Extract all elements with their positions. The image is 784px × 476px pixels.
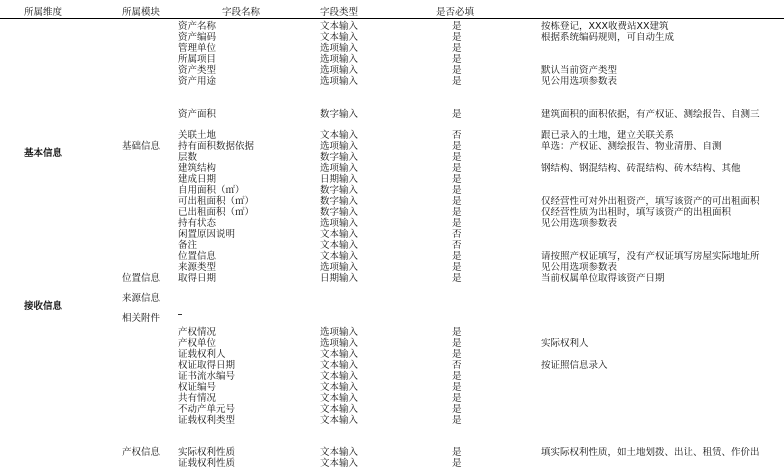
- field-name: 关联土地: [178, 130, 217, 141]
- field-name: 产权单位: [178, 338, 217, 349]
- field-name: 层数: [178, 152, 198, 163]
- field-name: 位置信息: [178, 251, 217, 262]
- field-name: 已出租面积（㎡）: [178, 207, 255, 218]
- field-name: 资产用途: [178, 76, 217, 87]
- required-flag: 是: [452, 382, 462, 393]
- required-flag: 是: [452, 32, 462, 43]
- field-note: 仅经营性质为出租时，填写该资产的出租面积: [541, 207, 732, 218]
- field-note: 按证照信息录入: [541, 360, 608, 371]
- header-module: 所属模块: [122, 7, 161, 18]
- header-field-type: 字段类型: [320, 7, 359, 18]
- field-type: 文本输入: [320, 447, 359, 458]
- field-name: 实际权利性质: [178, 447, 236, 458]
- field-name: 证载权利人: [178, 349, 226, 360]
- field-type: 文本输入: [320, 458, 359, 469]
- field-note: 跟已录入的土地，建立关联关系: [541, 130, 675, 141]
- field-type: 选项输入: [320, 43, 359, 54]
- field-name: 共有情况: [178, 393, 217, 404]
- field-name: 自用面积（㎡）: [178, 185, 245, 196]
- required-flag: 是: [452, 273, 462, 284]
- field-name: 取得日期: [178, 273, 217, 284]
- field-type: 文本输入: [320, 21, 359, 32]
- field-type: 选项输入: [320, 327, 359, 338]
- field-type: 文本输入: [320, 415, 359, 426]
- required-flag: 否: [452, 240, 462, 251]
- field-type: 数字输入: [320, 185, 359, 196]
- required-flag: 是: [452, 163, 462, 174]
- field-note: 根据系统编码规则，可自动生成: [541, 32, 675, 43]
- field-name: 建成日期: [178, 174, 217, 185]
- field-type: 选项输入: [320, 163, 359, 174]
- field-name: 可出租面积（㎡）: [178, 196, 255, 207]
- required-flag: 是: [452, 65, 462, 76]
- table-header: [0, 0, 784, 19]
- field-note: 单选：产权证、测绘报告、物业清册、自测: [541, 141, 722, 152]
- field-type: 文本输入: [320, 393, 359, 404]
- required-flag: 是: [452, 76, 462, 87]
- module-label: 产权信息: [122, 447, 161, 458]
- required-flag: 是: [452, 185, 462, 196]
- field-name: 权证取得日期: [178, 360, 236, 371]
- required-flag: 是: [452, 393, 462, 404]
- field-note: 实际权利人: [541, 338, 589, 349]
- required-flag: 否: [452, 130, 462, 141]
- required-flag: 是: [452, 338, 462, 349]
- required-flag: 是: [452, 404, 462, 415]
- header-required: 是否必填: [436, 7, 475, 18]
- required-flag: 是: [452, 458, 462, 469]
- field-name: 资产编码: [178, 32, 217, 43]
- field-type: 文本输入: [320, 360, 359, 371]
- field-name: 证载权利性质: [178, 458, 236, 469]
- field-type: 选项输入: [320, 338, 359, 349]
- header-divider: [0, 18, 784, 19]
- attachment-placeholder-dash: [178, 314, 182, 315]
- required-flag: 是: [452, 43, 462, 54]
- field-type: 选项输入: [320, 218, 359, 229]
- required-flag: 是: [452, 262, 462, 273]
- field-name: 资产名称: [178, 21, 217, 32]
- field-name: 持有面积数据依据: [178, 141, 255, 152]
- module-label: 位置信息: [122, 273, 161, 284]
- required-flag: 是: [452, 196, 462, 207]
- field-type: 文本输入: [320, 130, 359, 141]
- dimension-label: 基本信息: [24, 148, 63, 159]
- required-flag: 是: [452, 109, 462, 120]
- field-name: 权证编号: [178, 382, 217, 393]
- field-type: 数字输入: [320, 152, 359, 163]
- required-flag: 否: [452, 229, 462, 240]
- field-name: 资产面积: [178, 109, 217, 120]
- required-flag: 是: [452, 327, 462, 338]
- field-name: 建筑结构: [178, 163, 217, 174]
- required-flag: 是: [452, 21, 462, 32]
- field-name: 持有状态: [178, 218, 217, 229]
- field-type: 文本输入: [320, 229, 359, 240]
- field-name: 产权情况: [178, 327, 217, 338]
- field-type: 选项输入: [320, 262, 359, 273]
- field-note: 见公用选项参数表: [541, 76, 618, 87]
- header-field-name: 字段名称: [222, 7, 261, 18]
- field-note: 当前权属单位取得该资产日期: [541, 273, 665, 284]
- field-note: 见公用选项参数表: [541, 218, 618, 229]
- module-label: 基础信息: [122, 141, 161, 152]
- required-flag: 是: [452, 141, 462, 152]
- field-note: 默认当前资产类型: [541, 65, 618, 76]
- field-type: 数字输入: [320, 109, 359, 120]
- required-flag: 是: [452, 371, 462, 382]
- field-name: 闲置原因说明: [178, 229, 236, 240]
- field-type: 选项输入: [320, 141, 359, 152]
- field-name: 不动产单元号: [178, 404, 236, 415]
- field-name: 证书流水编号: [178, 371, 236, 382]
- field-name: 管理单位: [178, 43, 217, 54]
- required-flag: 否: [452, 360, 462, 371]
- field-name: 来源类型: [178, 262, 217, 273]
- field-note: 见公用选项参数表: [541, 262, 618, 273]
- field-type: 日期输入: [320, 273, 359, 284]
- field-name: 所属项目: [178, 54, 217, 65]
- field-type: 选项输入: [320, 54, 359, 65]
- field-note: 钢结构、钢混结构、砖混结构、砖木结构、其他: [541, 163, 741, 174]
- field-name: 证载权利类型: [178, 415, 236, 426]
- field-type: 文本输入: [320, 32, 359, 43]
- module-label: 相关附件: [122, 313, 161, 324]
- required-flag: 是: [452, 174, 462, 185]
- required-flag: 是: [452, 152, 462, 163]
- header-dimension: 所属维度: [24, 7, 63, 18]
- field-name: 资产类型: [178, 65, 217, 76]
- field-type: 数字输入: [320, 207, 359, 218]
- field-note: 填实际权利性质，如土地划拨、出让、租赁、作价出: [541, 447, 760, 458]
- required-flag: 是: [452, 207, 462, 218]
- field-type: 文本输入: [320, 382, 359, 393]
- field-type: 文本输入: [320, 404, 359, 415]
- field-note: 建筑面积的面积依据，有产权证、测绘报告、自测三: [541, 109, 760, 120]
- field-type: 文本输入: [320, 240, 359, 251]
- required-flag: 是: [452, 251, 462, 262]
- field-type: 日期输入: [320, 174, 359, 185]
- field-type: 选项输入: [320, 76, 359, 87]
- required-flag: 是: [452, 447, 462, 458]
- required-flag: 是: [452, 349, 462, 360]
- required-flag: 是: [452, 54, 462, 65]
- field-type: 文本输入: [320, 371, 359, 382]
- module-label: 来源信息: [122, 293, 161, 304]
- dimension-label: 接收信息: [24, 301, 63, 312]
- field-name: 备注: [178, 240, 198, 251]
- field-type: 文本输入: [320, 251, 359, 262]
- required-flag: 是: [452, 218, 462, 229]
- field-note: 请按照产权证填写，没有产权证填写房屋实际地址所: [541, 251, 760, 262]
- field-type: 选项输入: [320, 65, 359, 76]
- field-note: 按栋登记，XXX收费站XX建筑: [541, 21, 669, 32]
- field-type: 数字输入: [320, 196, 359, 207]
- field-type: 文本输入: [320, 349, 359, 360]
- required-flag: 是: [452, 415, 462, 426]
- field-note: 仅经营性可对外出租资产，填写该资产的可出租面积: [541, 196, 760, 207]
